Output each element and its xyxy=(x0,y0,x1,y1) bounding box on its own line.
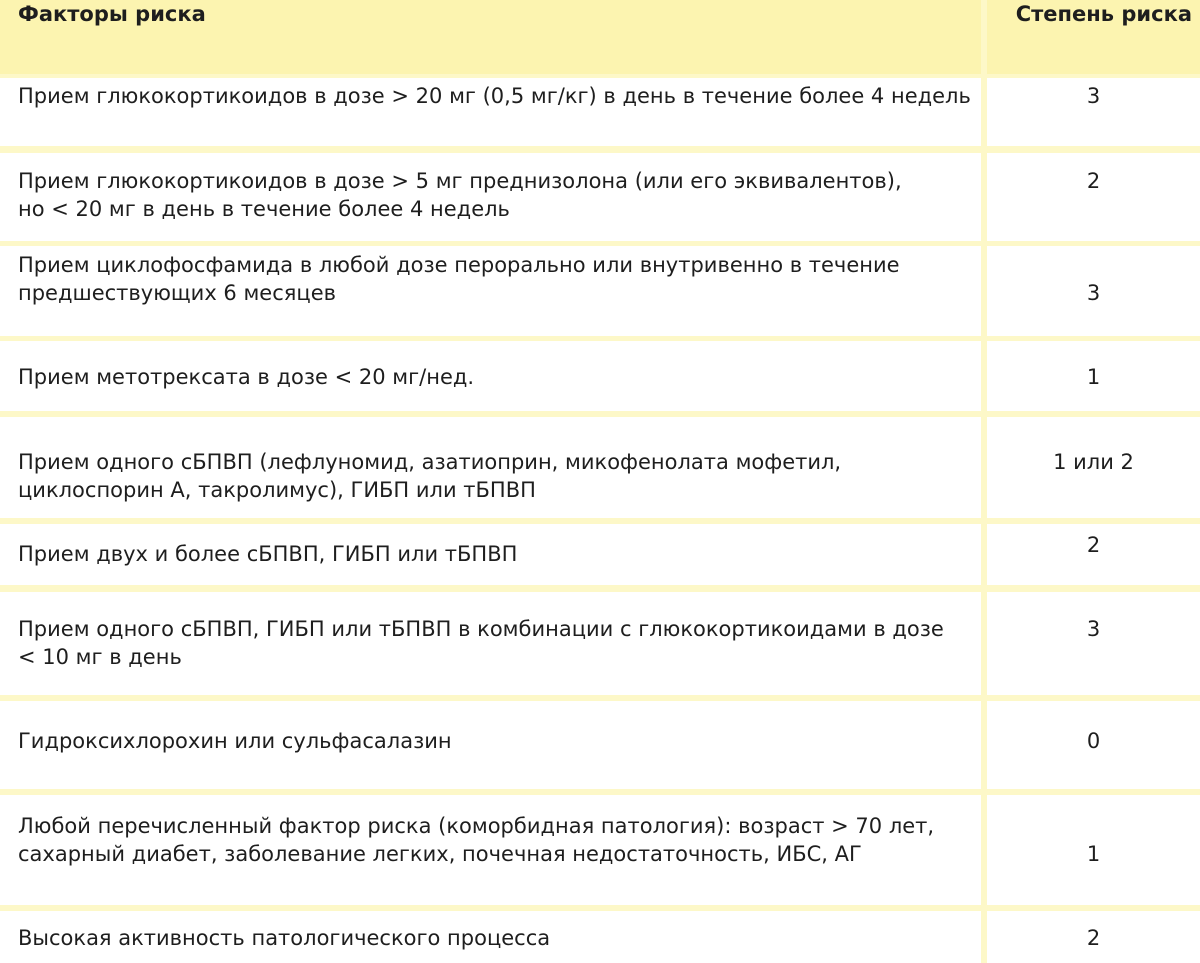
factor-line: сахарный диабет, заболевание легких, почечная недостаточность, ИБС, АГ xyxy=(18,842,862,866)
header-factors-label: Факторы риска xyxy=(18,2,206,26)
factor-line: Прием метотрексата в дозе < 20 мг/нед. xyxy=(18,365,475,389)
factor-line: Прием двух и более сБПВП, ГИБП или тБПВП xyxy=(18,542,518,566)
factor-line: < 10 мг в день xyxy=(18,645,182,669)
table-row-degree xyxy=(987,78,1200,146)
table-row-factor xyxy=(0,246,981,336)
degree-value: 2 xyxy=(1086,533,1101,557)
degree-value: 1 или 2 xyxy=(1053,450,1134,474)
factor-line: предшествующих 6 месяцев xyxy=(18,281,336,305)
table-row-degree xyxy=(987,795,1200,905)
table-row-degree xyxy=(987,701,1200,789)
table-row-factor xyxy=(0,341,981,411)
degree-value: 2 xyxy=(1086,169,1101,193)
table-row-factor xyxy=(0,524,981,585)
factor-line: Любой перечисленный фактор риска (коморбидная патология): возраст > 70 лет, xyxy=(18,814,935,838)
table-row-factor xyxy=(0,701,981,789)
table-row-factor xyxy=(0,153,981,241)
table-row-factor xyxy=(0,592,981,695)
table-row-degree xyxy=(987,341,1200,411)
degree-value: 3 xyxy=(1086,617,1101,641)
table-row-degree xyxy=(987,246,1200,336)
factor-line: Гидроксихлорохин или сульфасалазин xyxy=(18,729,452,753)
table-row-degree xyxy=(987,592,1200,695)
factor-line: Прием одного сБПВП (лефлуномид, азатиоприн, микофенолата мофетил, xyxy=(18,450,842,474)
factor-line: Прием глюкокортикоидов в дозе > 5 мг преднизолона (или его эквивалентов), xyxy=(18,169,902,193)
factor-line: Прием одного сБПВП, ГИБП или тБПВП в комбинации с глюкокортикоидами в дозе xyxy=(18,617,944,641)
header-factors xyxy=(0,0,981,74)
table-row-degree xyxy=(987,153,1200,241)
factor-line: но < 20 мг в день в течение более 4 недель xyxy=(18,197,510,221)
table-row-factor xyxy=(0,911,981,963)
table-row-factor xyxy=(0,78,981,146)
table-row-degree xyxy=(987,911,1200,963)
degree-value: 2 xyxy=(1086,926,1101,950)
degree-value: 1 xyxy=(1086,365,1101,389)
factor-line: Высокая активность патологического процесса xyxy=(18,926,551,950)
factor-line: циклоспорин А, такролимус), ГИБП или тБПВП xyxy=(18,478,536,502)
header-degree xyxy=(987,0,1200,74)
degree-value: 1 xyxy=(1086,842,1101,866)
factor-line: Прием глюкокортикоидов в дозе > 20 мг (0,5 мг/кг) в день в течение более 4 недель xyxy=(18,84,971,108)
table-row-degree xyxy=(987,417,1200,518)
degree-value: 3 xyxy=(1086,84,1101,108)
factor-line: Прием циклофосфамида в любой дозе перорально или внутривенно в течение xyxy=(18,253,900,277)
table-row-degree xyxy=(987,524,1200,585)
header-degree-label: Степень риска xyxy=(1015,2,1192,26)
degree-value: 0 xyxy=(1086,729,1101,753)
degree-value: 3 xyxy=(1086,281,1101,305)
table-row-factor xyxy=(0,795,981,905)
table-row-factor xyxy=(0,417,981,518)
